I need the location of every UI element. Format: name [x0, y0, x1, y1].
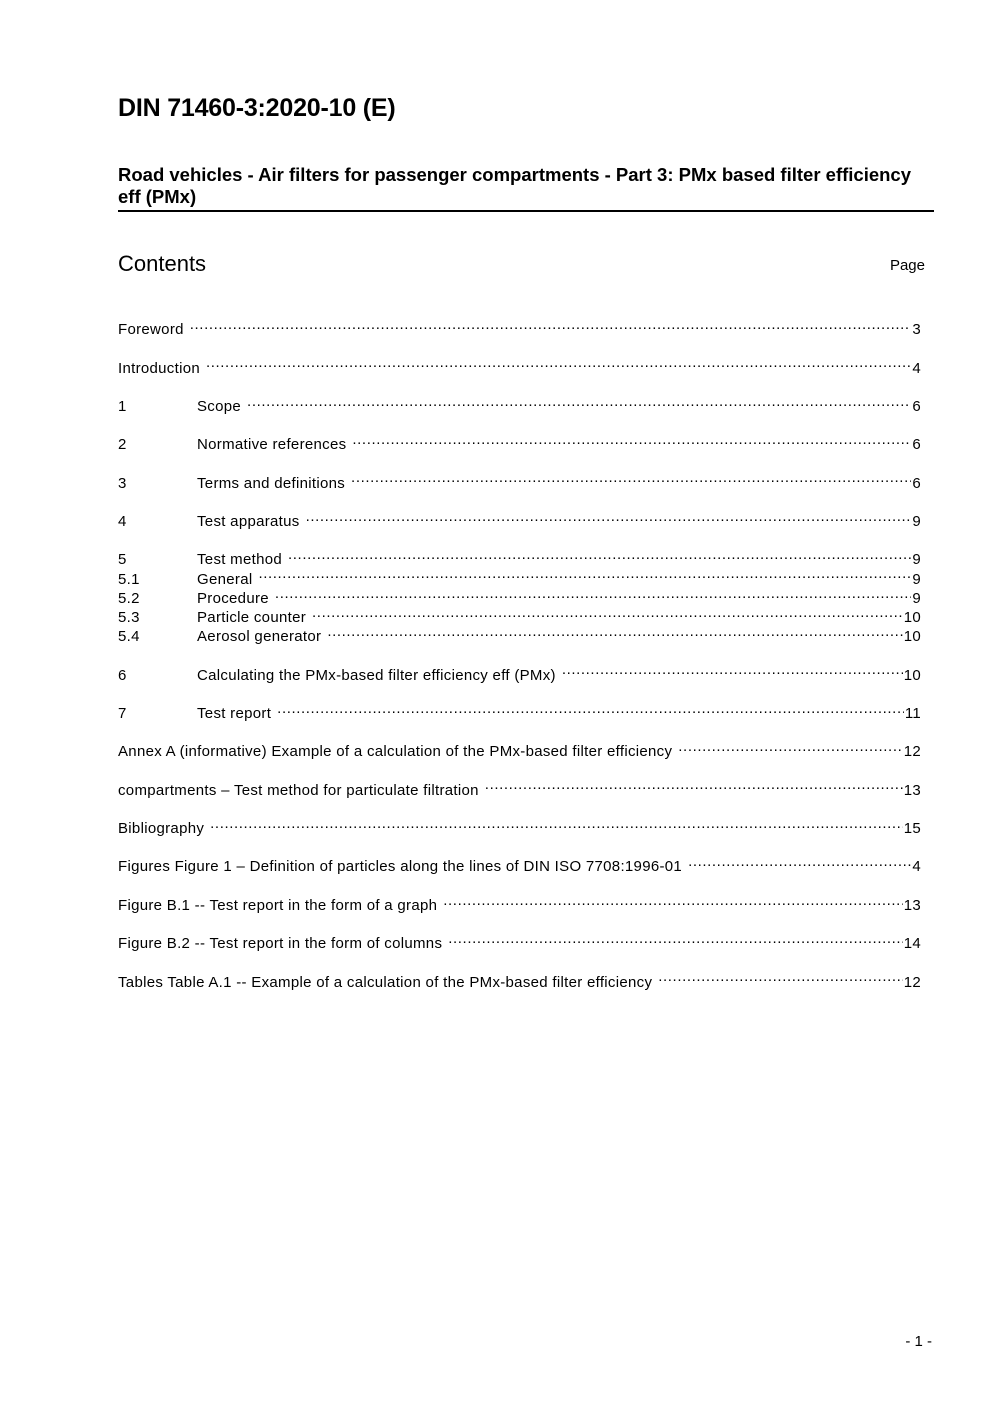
toc-entry-title: Terms and definitions [197, 474, 346, 492]
toc-entry-page: 3 [912, 321, 921, 339]
title-divider [118, 210, 934, 212]
toc-entry-page: 9 [912, 589, 921, 607]
toc-dot-leader [288, 545, 911, 564]
toc-entry-title: Procedure [197, 589, 269, 607]
page-column-heading: Page [889, 257, 925, 274]
toc-dot-leader [206, 353, 911, 372]
toc-dot-leader [688, 852, 911, 871]
toc-dot-leader [190, 315, 912, 334]
toc-entry-number: 5.3 [118, 609, 140, 626]
toc-entry-annex-a[interactable] [118, 737, 921, 761]
toc-entry-test-apparatus[interactable] [118, 507, 921, 531]
toc-entry-title: Bibliography [118, 820, 205, 838]
toc-entry-test-report[interactable] [118, 699, 921, 722]
toc-entry-table-a1[interactable] [118, 967, 921, 991]
toc-entry-title: Calculating the PMx-based filter efficiency eff (PMx) [197, 666, 556, 684]
toc-dot-leader [485, 776, 903, 795]
toc-entry-number: 1 [118, 397, 127, 415]
toc-entry-page: 12 [903, 743, 921, 761]
toc-entry-title: Tables Table A.1 -- Example of a calculation of the PMx-based filter efficiency [118, 973, 653, 991]
toc-dot-leader [658, 967, 902, 986]
toc-entry-title: Figures Figure 1 – Definition of particles along the lines of DIN ISO 7708:1996-01 [118, 858, 683, 876]
toc-dot-leader [258, 564, 911, 583]
toc-entry-page: 11 [904, 704, 921, 722]
toc-entry-number: 5.2 [118, 589, 140, 607]
toc-entry-title: Test report [197, 704, 272, 722]
toc-entry-title: Test method [197, 551, 283, 569]
toc-entry-page: 12 [903, 973, 921, 991]
toc-entry-number: 5 [118, 551, 127, 569]
toc-entry-calculating-efficiency[interactable] [118, 660, 921, 684]
toc-entry-page: 14 [903, 935, 921, 953]
toc-entry-scope[interactable] [118, 392, 921, 415]
toc-entry-title: General [197, 570, 253, 588]
toc-entry-number: 7 [118, 704, 127, 722]
toc-dot-leader [351, 469, 911, 488]
toc-entry-page: 13 [903, 896, 921, 914]
toc-entry-page: 13 [903, 781, 921, 799]
toc-dot-leader [210, 814, 903, 833]
document-id: DIN 71460-3:2020-10 (E) [118, 94, 396, 122]
toc-entry-normative-references[interactable] [118, 430, 921, 454]
toc-dot-leader [327, 622, 902, 641]
toc-dot-leader [277, 699, 904, 718]
toc-dot-leader [312, 603, 903, 622]
toc-entry-title: Figure B.1 -- Test report in the form of a graph [118, 896, 438, 914]
toc-entry-title: Normative references [197, 436, 347, 454]
toc-entry-title: compartments – Test method for particulate filtration [118, 781, 479, 799]
contents-heading: Contents [118, 251, 207, 276]
toc-entry-figure-1[interactable] [118, 852, 921, 876]
toc-entry-foreword[interactable] [118, 315, 921, 339]
toc-dot-leader [275, 584, 911, 603]
toc-entry-title: Test apparatus [197, 513, 300, 531]
toc-entry-introduction[interactable] [118, 353, 921, 377]
toc-entry-number: 5.1 [118, 570, 140, 588]
toc-entry-title: Introduction [118, 359, 200, 377]
toc-entry-page: 9 [912, 551, 921, 569]
toc-entry-page: 4 [912, 858, 921, 876]
toc-entry-number: 3 [118, 474, 127, 492]
toc-entry-test-method[interactable] [118, 545, 921, 569]
toc-entry-figure-b2[interactable] [118, 929, 921, 953]
toc-entry-number: 4 [118, 513, 127, 531]
toc-entry-title: Aerosol generator [197, 628, 322, 646]
toc-entry-figure-b1[interactable] [118, 891, 921, 914]
toc-entry-number: 6 [118, 666, 127, 684]
table-of-contents [118, 315, 921, 991]
toc-dot-leader [443, 891, 902, 910]
toc-entry-number: 5.4 [118, 628, 140, 646]
toc-entry-page: 4 [912, 359, 921, 377]
toc-entry-page: 9 [912, 513, 921, 531]
toc-entry-page: 15 [903, 820, 921, 838]
toc-entry-title: Scope [197, 397, 242, 415]
page-number: - 1 - [905, 1333, 932, 1350]
toc-entry-title: Foreword [118, 321, 184, 339]
toc-entry-page: 10 [903, 628, 921, 646]
toc-entry-title: Figure B.2 -- Test report in the form of columns [118, 935, 443, 953]
toc-entry-page: 9 [912, 570, 921, 588]
document-title: Road vehicles - Air filters for passenger compartments - Part 3: PMx based filter efficiency eff (PMx) [118, 164, 912, 207]
toc-entry-page: 6 [912, 474, 921, 492]
toc-dot-leader [562, 660, 903, 679]
toc-dot-leader [678, 737, 902, 756]
toc-entry-bibliography[interactable] [118, 814, 921, 838]
toc-entry-number: 2 [118, 436, 127, 454]
toc-entry-terms-and-definitions[interactable] [118, 469, 921, 492]
toc-dot-leader [448, 929, 902, 948]
toc-dot-leader [306, 507, 912, 526]
toc-entry-page: 6 [912, 397, 921, 415]
toc-dot-leader [352, 430, 911, 449]
toc-entry-page: 10 [903, 609, 921, 626]
toc-entry-page: 6 [912, 436, 921, 454]
toc-entry-title: Particle counter [197, 609, 307, 626]
toc-entry-annex-b[interactable] [118, 776, 921, 799]
toc-dot-leader [247, 392, 911, 411]
toc-entry-title: Annex A (informative) Example of a calculation of the PMx-based filter efficiency [118, 743, 673, 761]
toc-entry-page: 10 [903, 666, 921, 684]
